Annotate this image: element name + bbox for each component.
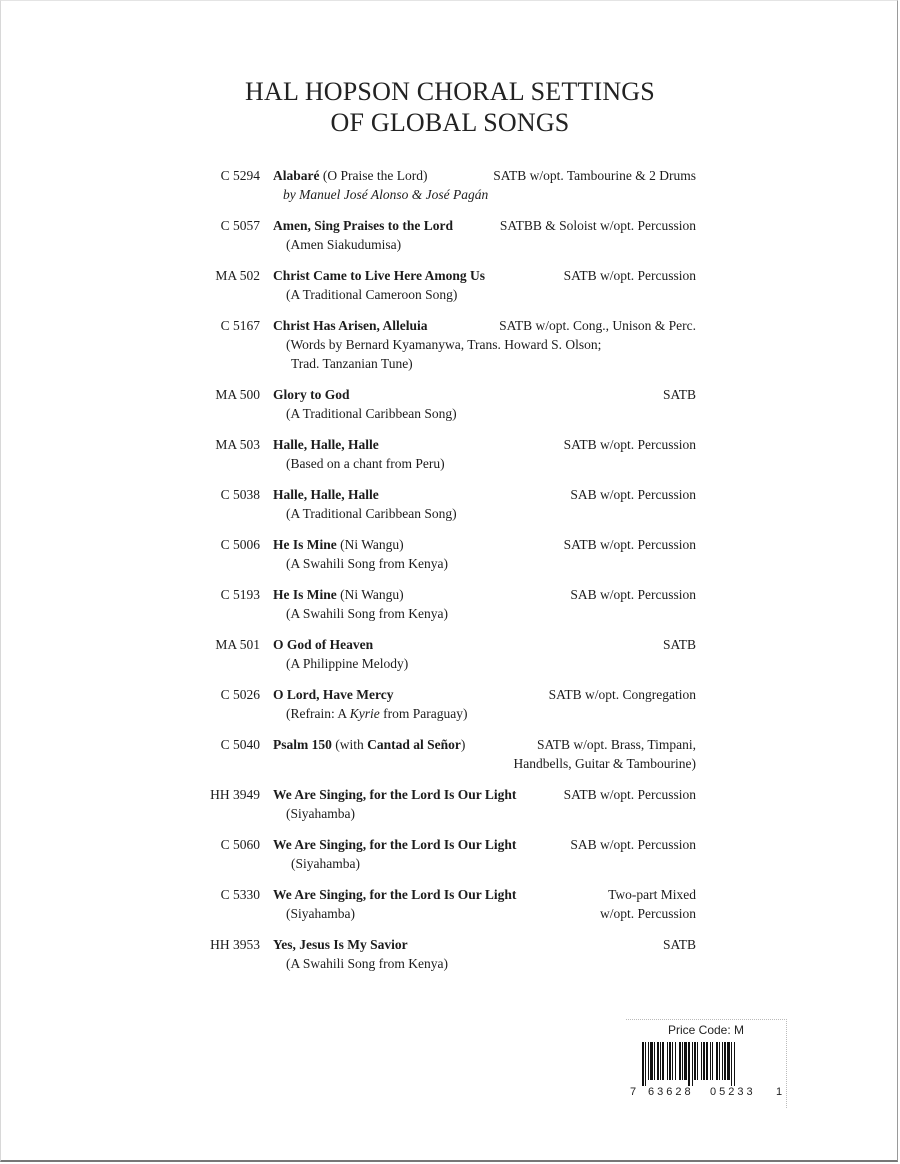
entry-subtitle: by Manuel José Alonso & José Pagán — [283, 187, 489, 202]
entry-subtitle: (A Swahili Song from Kenya) — [286, 556, 448, 571]
barcode-bar — [642, 1042, 644, 1086]
entry-subtitle-part: from Paraguay) — [379, 706, 468, 721]
barcode-bar — [692, 1042, 693, 1086]
barcode-bar — [710, 1042, 711, 1080]
entry-voicing: SATB — [662, 387, 696, 402]
entry-voicing: SATB w/opt. Percussion — [563, 537, 696, 552]
entry-voicing: SATB — [662, 937, 696, 952]
entry-voicing-line2: Handbells, Guitar & Tambourine) — [513, 756, 696, 771]
entry-title-line — [273, 885, 516, 904]
barcode-bar — [734, 1042, 735, 1086]
entry-code: C 5040 — [220, 737, 260, 752]
entry-title: Yes, Jesus Is My Savior — [273, 937, 408, 952]
barcode-bar — [650, 1042, 653, 1080]
entry-code: C 5294 — [220, 168, 260, 183]
entry-title-line — [273, 166, 427, 185]
entry-title-line — [273, 735, 465, 754]
barcode-bar — [727, 1042, 730, 1080]
entry-code: C 5193 — [220, 587, 260, 602]
entry-code: C 5026 — [220, 687, 260, 702]
entry-title-secondary: Cantad al Señor — [367, 737, 461, 752]
entry-code: HH 3949 — [210, 787, 260, 802]
entry-code: MA 500 — [215, 387, 260, 402]
price-code: Price Code: M — [667, 1023, 745, 1037]
entry-title: Halle, Halle, Halle — [273, 437, 379, 452]
page-title — [0, 76, 900, 138]
entry-code: MA 502 — [215, 268, 260, 283]
entry-voicing: SATB w/opt. Cong., Unison & Perc. — [499, 318, 696, 333]
entry-title-suffix: (O Praise the Lord) — [319, 168, 428, 183]
entry-voicing: SATB w/opt. Brass, Timpani, — [536, 737, 696, 752]
barcode-bar — [654, 1042, 655, 1080]
barcode-bar — [675, 1042, 676, 1080]
barcode-bar — [684, 1042, 687, 1080]
entry-title: O God of Heaven — [273, 637, 374, 652]
entry-title: We Are Singing, for the Lord Is Our Light — [273, 837, 517, 852]
entry-subtitle: (A Traditional Cameroon Song) — [286, 287, 458, 302]
barcode-bar — [716, 1042, 718, 1080]
entry-code: C 5057 — [220, 218, 260, 233]
barcode-bar — [682, 1042, 683, 1080]
entry-voicing: SATB w/opt. Percussion — [563, 787, 696, 802]
barcode-bar — [645, 1042, 646, 1086]
entry-voicing-line2: w/opt. Percussion — [600, 906, 696, 921]
entry-title-line — [273, 216, 453, 235]
barcode-image — [642, 1042, 772, 1086]
barcode-bar — [662, 1042, 664, 1080]
barcode-bar — [648, 1042, 649, 1080]
title-line-1: HAL HOPSON CHORAL SETTINGS — [245, 77, 655, 106]
entry-code: C 5038 — [220, 487, 260, 502]
entry-subtitle: (A Traditional Caribbean Song) — [286, 406, 457, 421]
barcode-bar — [697, 1042, 698, 1080]
entry-title: He Is Mine — [273, 587, 337, 602]
entry-title-line — [273, 585, 404, 604]
entry-subtitle: (Amen Siakudumisa) — [286, 237, 402, 252]
entry-subtitle: (A Traditional Caribbean Song) — [286, 506, 457, 521]
entry-title-line — [273, 485, 379, 504]
entry-subtitle: (A Philippine Melody) — [286, 656, 409, 671]
entry-subtitle: (Siyahamba) — [291, 856, 360, 871]
entry-subtitle-part: Kyrie — [349, 706, 380, 721]
entry-subtitle-part: (Refrain: A — [286, 706, 350, 721]
entry-code: C 5330 — [220, 887, 260, 902]
entry-voicing: SAB w/opt. Percussion — [570, 587, 696, 602]
entry-voicing: SAB w/opt. Percussion — [570, 487, 696, 502]
barcode-digit-last: 1 — [776, 1086, 783, 1098]
barcode-bar — [722, 1042, 723, 1080]
entry-voicing: SATB w/opt. Tambourine & 2 Drums — [493, 168, 696, 183]
entry-subtitle: (Siyahamba) — [286, 806, 355, 821]
barcode-bar — [719, 1042, 720, 1080]
entry-title-line — [273, 835, 516, 854]
barcode-bar — [669, 1042, 671, 1080]
barcode-block — [626, 1019, 787, 1108]
entry-code: C 5060 — [220, 837, 260, 852]
entry-code: HH 3953 — [210, 937, 260, 952]
entry-subtitle: (Based on a chant from Peru) — [286, 456, 445, 471]
barcode-bar — [657, 1042, 659, 1080]
barcode-bar — [694, 1042, 696, 1080]
entry-title: Glory to God — [273, 387, 350, 402]
entry-title-line — [273, 685, 393, 704]
entry-subtitle: Trad. Tanzanian Tune) — [291, 356, 413, 371]
entry-code: MA 503 — [215, 437, 260, 452]
entry-title-line — [273, 266, 485, 285]
entry-title-suffix: (Ni Wangu) — [336, 587, 404, 602]
entry-code: C 5167 — [220, 318, 260, 333]
entry-voicing: SATB w/opt. Percussion — [563, 437, 696, 452]
entry-subtitle: (A Swahili Song from Kenya) — [286, 956, 448, 971]
entry-title-line — [273, 935, 408, 954]
barcode-bar — [731, 1042, 732, 1086]
entry-subtitle — [286, 704, 467, 723]
barcode-bar — [667, 1042, 668, 1080]
barcode-bar — [688, 1042, 690, 1086]
barcode-digits-group2: 05233 — [710, 1086, 756, 1098]
entry-title: Christ Came to Live Here Among Us — [273, 268, 485, 283]
entry-subtitle: (Siyahamba) — [286, 906, 355, 921]
entry-title: We Are Singing, for the Lord Is Our Light — [273, 887, 517, 902]
entry-title: He Is Mine — [273, 537, 337, 552]
entry-subtitle: (A Swahili Song from Kenya) — [286, 606, 448, 621]
entry-title-suffix: (Ni Wangu) — [336, 537, 404, 552]
entry-code: MA 501 — [215, 637, 260, 652]
entry-title-line — [273, 316, 428, 335]
entry-voicing: SATBB & Soloist w/opt. Percussion — [499, 218, 696, 233]
entry-title-line — [273, 535, 404, 554]
barcode-digit-first: 7 — [630, 1086, 637, 1098]
entry-title: O Lord, Have Mercy — [273, 687, 394, 702]
barcode-bar — [660, 1042, 661, 1080]
entry-code: C 5006 — [220, 537, 260, 552]
entry-title-line — [273, 385, 350, 404]
entry-title: Christ Has Arisen, Alleluia — [273, 318, 428, 333]
barcode-bar — [703, 1042, 705, 1080]
entry-voicing: SATB w/opt. Congregation — [548, 687, 696, 702]
barcode-bar — [712, 1042, 713, 1080]
entry-title: We Are Singing, for the Lord Is Our Light — [273, 787, 517, 802]
entry-title: Alabaré — [273, 168, 320, 183]
entry-title: Psalm 150 — [273, 737, 332, 752]
barcode-bar — [701, 1042, 702, 1080]
barcode-bar — [679, 1042, 681, 1080]
entry-title-end: ) — [460, 737, 466, 752]
entry-title-line — [273, 785, 516, 804]
entry-voicing: SATB w/opt. Percussion — [563, 268, 696, 283]
barcode-bar — [724, 1042, 726, 1080]
entry-subtitle: (Words by Bernard Kyamanywa, Trans. Howard S. Olson; — [286, 337, 602, 352]
entry-voicing: SAB w/opt. Percussion — [570, 837, 696, 852]
entry-voicing: SATB — [662, 637, 696, 652]
entry-title-line — [273, 635, 373, 654]
entry-title: Amen, Sing Praises to the Lord — [273, 218, 453, 233]
barcode-digits-group1: 63628 — [648, 1086, 694, 1098]
entry-title-mid: (with — [331, 737, 368, 752]
entry-voicing: Two-part Mixed — [608, 887, 696, 902]
barcode-bar — [706, 1042, 708, 1080]
barcode-bar — [672, 1042, 673, 1080]
title-line-2: OF GLOBAL SONGS — [330, 108, 570, 137]
entry-title-line — [273, 435, 379, 454]
entry-title: Halle, Halle, Halle — [273, 487, 379, 502]
